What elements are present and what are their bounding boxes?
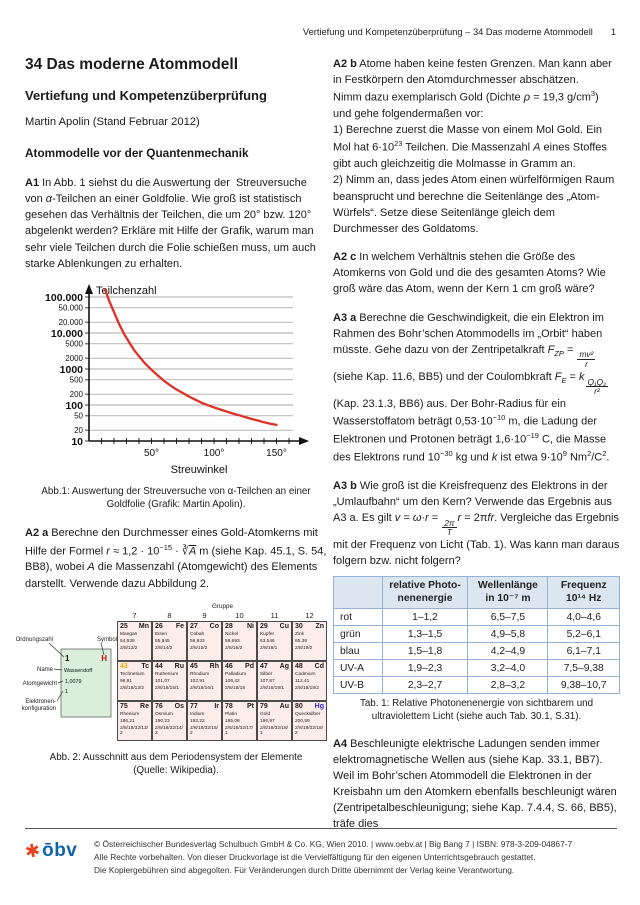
element-cell-mn: 25 Mn Mangan 54,938 2/8/13/2: [117, 621, 152, 661]
table-row: [334, 677, 620, 694]
table-row: [334, 660, 620, 677]
group-number: 9: [202, 610, 207, 620]
imprint-text: [94, 838, 572, 877]
table-cell: 9,38–10,7: [548, 677, 620, 694]
element-cell-fe: 26 Fe Eisen 55,845 2/8/14/2: [152, 621, 187, 661]
obv-logo: [25, 841, 81, 860]
svg-text:1000: 1000: [59, 363, 83, 376]
svg-text:100: 100: [65, 399, 83, 412]
element-cell-os: 76 Os Osmium 190,23 2/8/18/32/14/2: [152, 701, 187, 741]
left-column: [15, 56, 330, 791]
table-row: [334, 609, 620, 626]
svg-text:5000: 5000: [65, 339, 83, 349]
table-cell: 3,2–4,0: [468, 660, 548, 677]
svg-text:20: 20: [74, 425, 83, 435]
table-cell: 6,1–7,1: [548, 643, 620, 660]
scattering-line-chart: [25, 283, 327, 483]
svg-text:50: 50: [74, 411, 83, 421]
table-cell: rot: [334, 609, 383, 626]
table-cell: 4,2–4,9: [468, 643, 548, 660]
table-cell: 2,8–3,2: [468, 677, 548, 694]
table-cell: blau: [334, 643, 383, 660]
legend-label-konfiguration: konfiguration: [21, 705, 56, 712]
paragraph-a3b: A3 b Wie groß ist die Kreisfrequenz des Elektrons in der „Umlaufbahn“ um den Kern? Verwende das Ergebnis aus A3 a. Es gilt v = ω·r = $\frac{2\pi}{T}$ r = 2πfr. Vergleiche das Ergebnis mit der Frequenz von Licht (Tab. 1). Was kann man daraus folgern bzw. nicht folgern?: [333, 479, 623, 568]
element-cell-cd: 48 Cd Cadmium 112,41 2/8/18/18/2: [292, 661, 327, 701]
periodic-grid-area: [117, 603, 328, 741]
svg-text:Teilchenzahl: Teilchenzahl: [96, 284, 157, 297]
paragraph-a3a: A3 a Berechne die Geschwindigkeit, die ein Elektron im Rahmen des Bohr’schen Atommodells im „Orbit“ haben müsste. Gehe dazu von der Zentripetalkraft $F_{ZP}$ = $\frac{\text{mv²}}{r}$ (siehe Kap. 11.6, BB5) und der Coulombkraft $F_E = k$ $\frac{\text{Q₁Q₂}}{\text{r²}}$ (Kap. 23.1.3, BB6) aus. Der Bohr-Radius für ein Wasserstoffatom beträgt $0,53\cdot 10^{-10}$ m, die Ladung der Elektronen und Protonen beträgt $1,6\cdot 10^{-19}$ C, die Masse des Elektrons rund $10^{-30}$ kg und k ist etwa $9\cdot 10^9$ $Nm^2/C^2$.: [333, 311, 613, 464]
svg-text:100.000: 100.000: [45, 291, 83, 304]
table-cell: 1–1,2: [382, 609, 468, 626]
periodic-legend: [15, 617, 117, 737]
svg-text:10: 10: [71, 435, 83, 448]
imprint-line: Alle Rechte vorbehalten. Von dieser Druckvorlage ist die Vervielfältigung für den eigenen Unterrichtsgebrauch gestattet.: [94, 851, 536, 862]
paragraph-a4: A4 Beschleunigte elektrische Ladungen senden immer elektromagnetische Wellen aus (siehe Kap. 33.1, BB7). Weil im Bohr’schen Atommodell die Elektronen in der Kreisbahn um den Atomkern ebenfalls beschleunigt wären (Zentripetalbeschleunigung; siehe Kap. 7.4.4, S. 66, BB5), träfe dies: [333, 737, 620, 831]
svg-text:Streuwinkel: Streuwinkel: [170, 463, 228, 476]
group-number: 11: [270, 610, 279, 620]
figure-1-caption: Abb.1: Auswertung der Streuversuche von α-Teilchen an einer Goldfolie (Grafik: Martin Apolin).: [41, 485, 311, 511]
chapter-title: 34 Das moderne Atommodell: [25, 56, 239, 73]
element-cell-co: 27 Co Cobalt 58,933 2/8/15/2: [187, 621, 222, 661]
paragraph-a2b: A2 b Atome haben keine festen Grenzen. Man kann aber in Festkörpern den Atomdurchmesser abschätzen. Nimm dazu exemplarisch Gold (Dichte ρ = 19,3 $g/cm^3$) und gehe folgendermaßen vor: 1) Berechne zuerst die Masse von einem Mol Gold. Ein Mol hat $6\cdot 10^{23}$ Teilchen. Die Massenzahl A eines Stoffes gibt auch gleichzeitig die Molmasse in Gramm an. 2) Nimm an, dass jedes Atom einen würfelförmigen Raum beansprucht und berechne die Seitenlänge des „Atom-Würfels“. Setze diese Seitenlänge gleich dem Durchmesser des Goldatoms.: [333, 58, 615, 235]
svg-text:100°: 100°: [203, 447, 225, 459]
paragraph-a2c: A2 c In welchem Verhältnis stehen die Größe des Atomkerns von Gold und die des gesamten Atoms? Wie groß wäre das Atom, wenn der Kern 1 cm groß wäre?: [333, 251, 609, 296]
author-line: Martin Apolin (Stand Februar 2012): [25, 116, 200, 128]
legend-label-atomgewicht: Atomgewicht: [22, 680, 57, 687]
table-cell: 1,5–1,8: [382, 643, 468, 660]
svg-text:150°: 150°: [266, 447, 287, 459]
photon-energy-table: [333, 576, 620, 694]
svg-text:Wasserstoff: Wasserstoff: [64, 667, 93, 674]
svg-text:200: 200: [69, 389, 83, 399]
svg-text:50°: 50°: [143, 447, 160, 459]
imprint-line: © Österreichischer Bundesverlag Schulbuch GmbH & Co. KG, Wien 2010. | www.oebv.at | Big Bang 7 | ISBN: 978-3-209-04867-7: [94, 839, 573, 849]
svg-text:1: 1: [65, 653, 70, 663]
table-cell: 1,3–1,5: [382, 626, 468, 643]
figure-2-periodic-table: [15, 602, 327, 749]
figure-1-chart: [25, 283, 327, 483]
svg-text:2000: 2000: [65, 353, 83, 363]
page-number: 1: [610, 27, 616, 37]
table-cell: 1,9–2,3: [382, 660, 468, 677]
chapter-subtitle: Vertiefung und Kompetenzüberprüfung: [25, 88, 267, 103]
element-cell-ru: 44 Ru Ruthenium 101,07 2/8/18/15/1: [152, 661, 187, 701]
table-cell: grün: [334, 626, 383, 643]
table-cell: UV-A: [334, 660, 383, 677]
table-cell: 4,0–4,6: [548, 609, 620, 626]
paragraph-a1: A1 In Abb. 1 siehst du die Auswertung der Streuversuche von α-Teilchen an einer Goldfolie. Wie groß ist statistisch gesehen das Verhältnis der Teilchen, die um 20° bzw. 120° abgelenkt werden? Erkläre mit Hilfe der Grafik, warum man sehr viele Teilchen durch die Folie schießen muss, um auch starke Ablenkungen zu erhalten.: [25, 177, 319, 270]
svg-text:1: 1: [65, 688, 68, 695]
element-cell-re: 75 Re Rhenium 186,21 2/8/18/32/13/2: [117, 701, 152, 741]
page-footer: [25, 828, 617, 877]
svg-text:10.000: 10.000: [50, 327, 83, 340]
legend-label-symbol: Symbol: [96, 636, 117, 643]
table-1-caption: Tab. 1: Relative Photonenenergie von sichtbarem und ultraviolettem Licht (siehe auch Tab. 30.1, S.31).: [359, 698, 594, 723]
element-cell-pd: 46 Pd Palladium 106,42 2/8/18/18: [222, 661, 257, 701]
imprint-line: Die Kopiergebühren sind abgegolten. Für Veränderungen durch Dritte übernimmt der Verlag keine Verantwortung.: [94, 864, 515, 875]
table-header-cell: Frequenz 10¹⁴ Hz: [548, 577, 620, 609]
table-cell: 5,2–6,1: [548, 626, 620, 643]
table-row: [334, 643, 620, 660]
legend-label-name: Name: [36, 666, 53, 673]
element-cell-rh: 45 Rh Rhodium 102,91 2/8/18/16/1: [187, 661, 222, 701]
periodic-cells-grid: [117, 621, 328, 741]
element-cell-zn: 30 Zn Zink 65,38 2/8/18/2: [292, 621, 327, 661]
logo-wordmark: ōbv: [42, 840, 78, 861]
element-cell-ni: 28 Ni Nickel 58,693 2/8/16/2: [222, 621, 257, 661]
right-column: [333, 56, 623, 844]
element-cell-cu: 29 Cu Kupfer 63,546 2/8/18/1: [257, 621, 292, 661]
table-cell: 6,5–7,5: [468, 609, 548, 626]
logo-star-icon: ✱: [23, 839, 42, 862]
table-cell: 4,9–5,8: [468, 626, 548, 643]
svg-text:20.000: 20.000: [58, 317, 83, 327]
section-heading: Atommodelle vor der Quantenmechanik: [25, 146, 249, 160]
group-number: 8: [167, 610, 172, 620]
legend-label-elektronen: Elektronen-: [25, 698, 56, 705]
table-cell: 2,3–2,7: [382, 677, 468, 694]
group-number: 12: [305, 610, 314, 620]
svg-text:H: H: [101, 653, 107, 663]
element-cell-au: 79 Au Gold 196,97 2/8/18/32/18/1: [257, 701, 292, 741]
table-header-cell: relative Photo- nenenergie: [382, 577, 468, 609]
figure-2-caption: Abb. 2: Ausschnitt aus dem Periodensystem der Elemente (Quelle: Wikipedia).: [49, 751, 303, 776]
page-header: [303, 27, 616, 37]
table-header-cell: [334, 577, 383, 609]
legend-label-ordnungszahl: Ordnungszahl: [15, 636, 53, 643]
table-cell: 7,5–9,38: [548, 660, 620, 677]
group-number: 7: [132, 610, 137, 620]
group-axis-label: Gruppe: [211, 602, 233, 610]
svg-text:1,0079: 1,0079: [65, 678, 82, 685]
table-cell: UV-B: [334, 677, 383, 694]
paragraph-a2a: A2 a Berechne den Durchmesser eines Gold-Atomkerns mit Hilfe der Formel $r \approx 1,2 \cdot 10^{-15}$ · $∛\overline{A}$ m (siehe Kap. 45.1, S. 54, BB8), wobei A die Massenzahl (Atomgewicht) des Elements darstellt. Verwende dazu Abbildung 2.: [25, 527, 330, 590]
element-cell-hg: 80 Hg Quecksilber 200,59 2/8/18/32/18/2: [292, 701, 327, 741]
table-header-cell: Wellenlänge in 10⁻⁷ m: [468, 577, 548, 609]
svg-text:50.000: 50.000: [58, 303, 83, 313]
svg-text:500: 500: [69, 375, 83, 385]
running-title: Vertiefung und Kompetenzüberprüfung – 34 Das moderne Atommodell: [302, 27, 593, 37]
element-cell-pt: 78 Pt Platin 195,08 2/8/18/32/17/1: [222, 701, 257, 741]
element-cell-ag: 47 Ag Silber 107,87 2/8/18/18/1: [257, 661, 292, 701]
group-numbers-row: [117, 611, 328, 620]
table-row: [334, 626, 620, 643]
group-number: 10: [235, 610, 244, 620]
element-cell-tc: 43 Tc Technetium 98,91 2/8/18/13/2: [117, 661, 152, 701]
element-cell-ir: 77 Ir Iridium 192,22 2/8/18/32/15/2: [187, 701, 222, 741]
